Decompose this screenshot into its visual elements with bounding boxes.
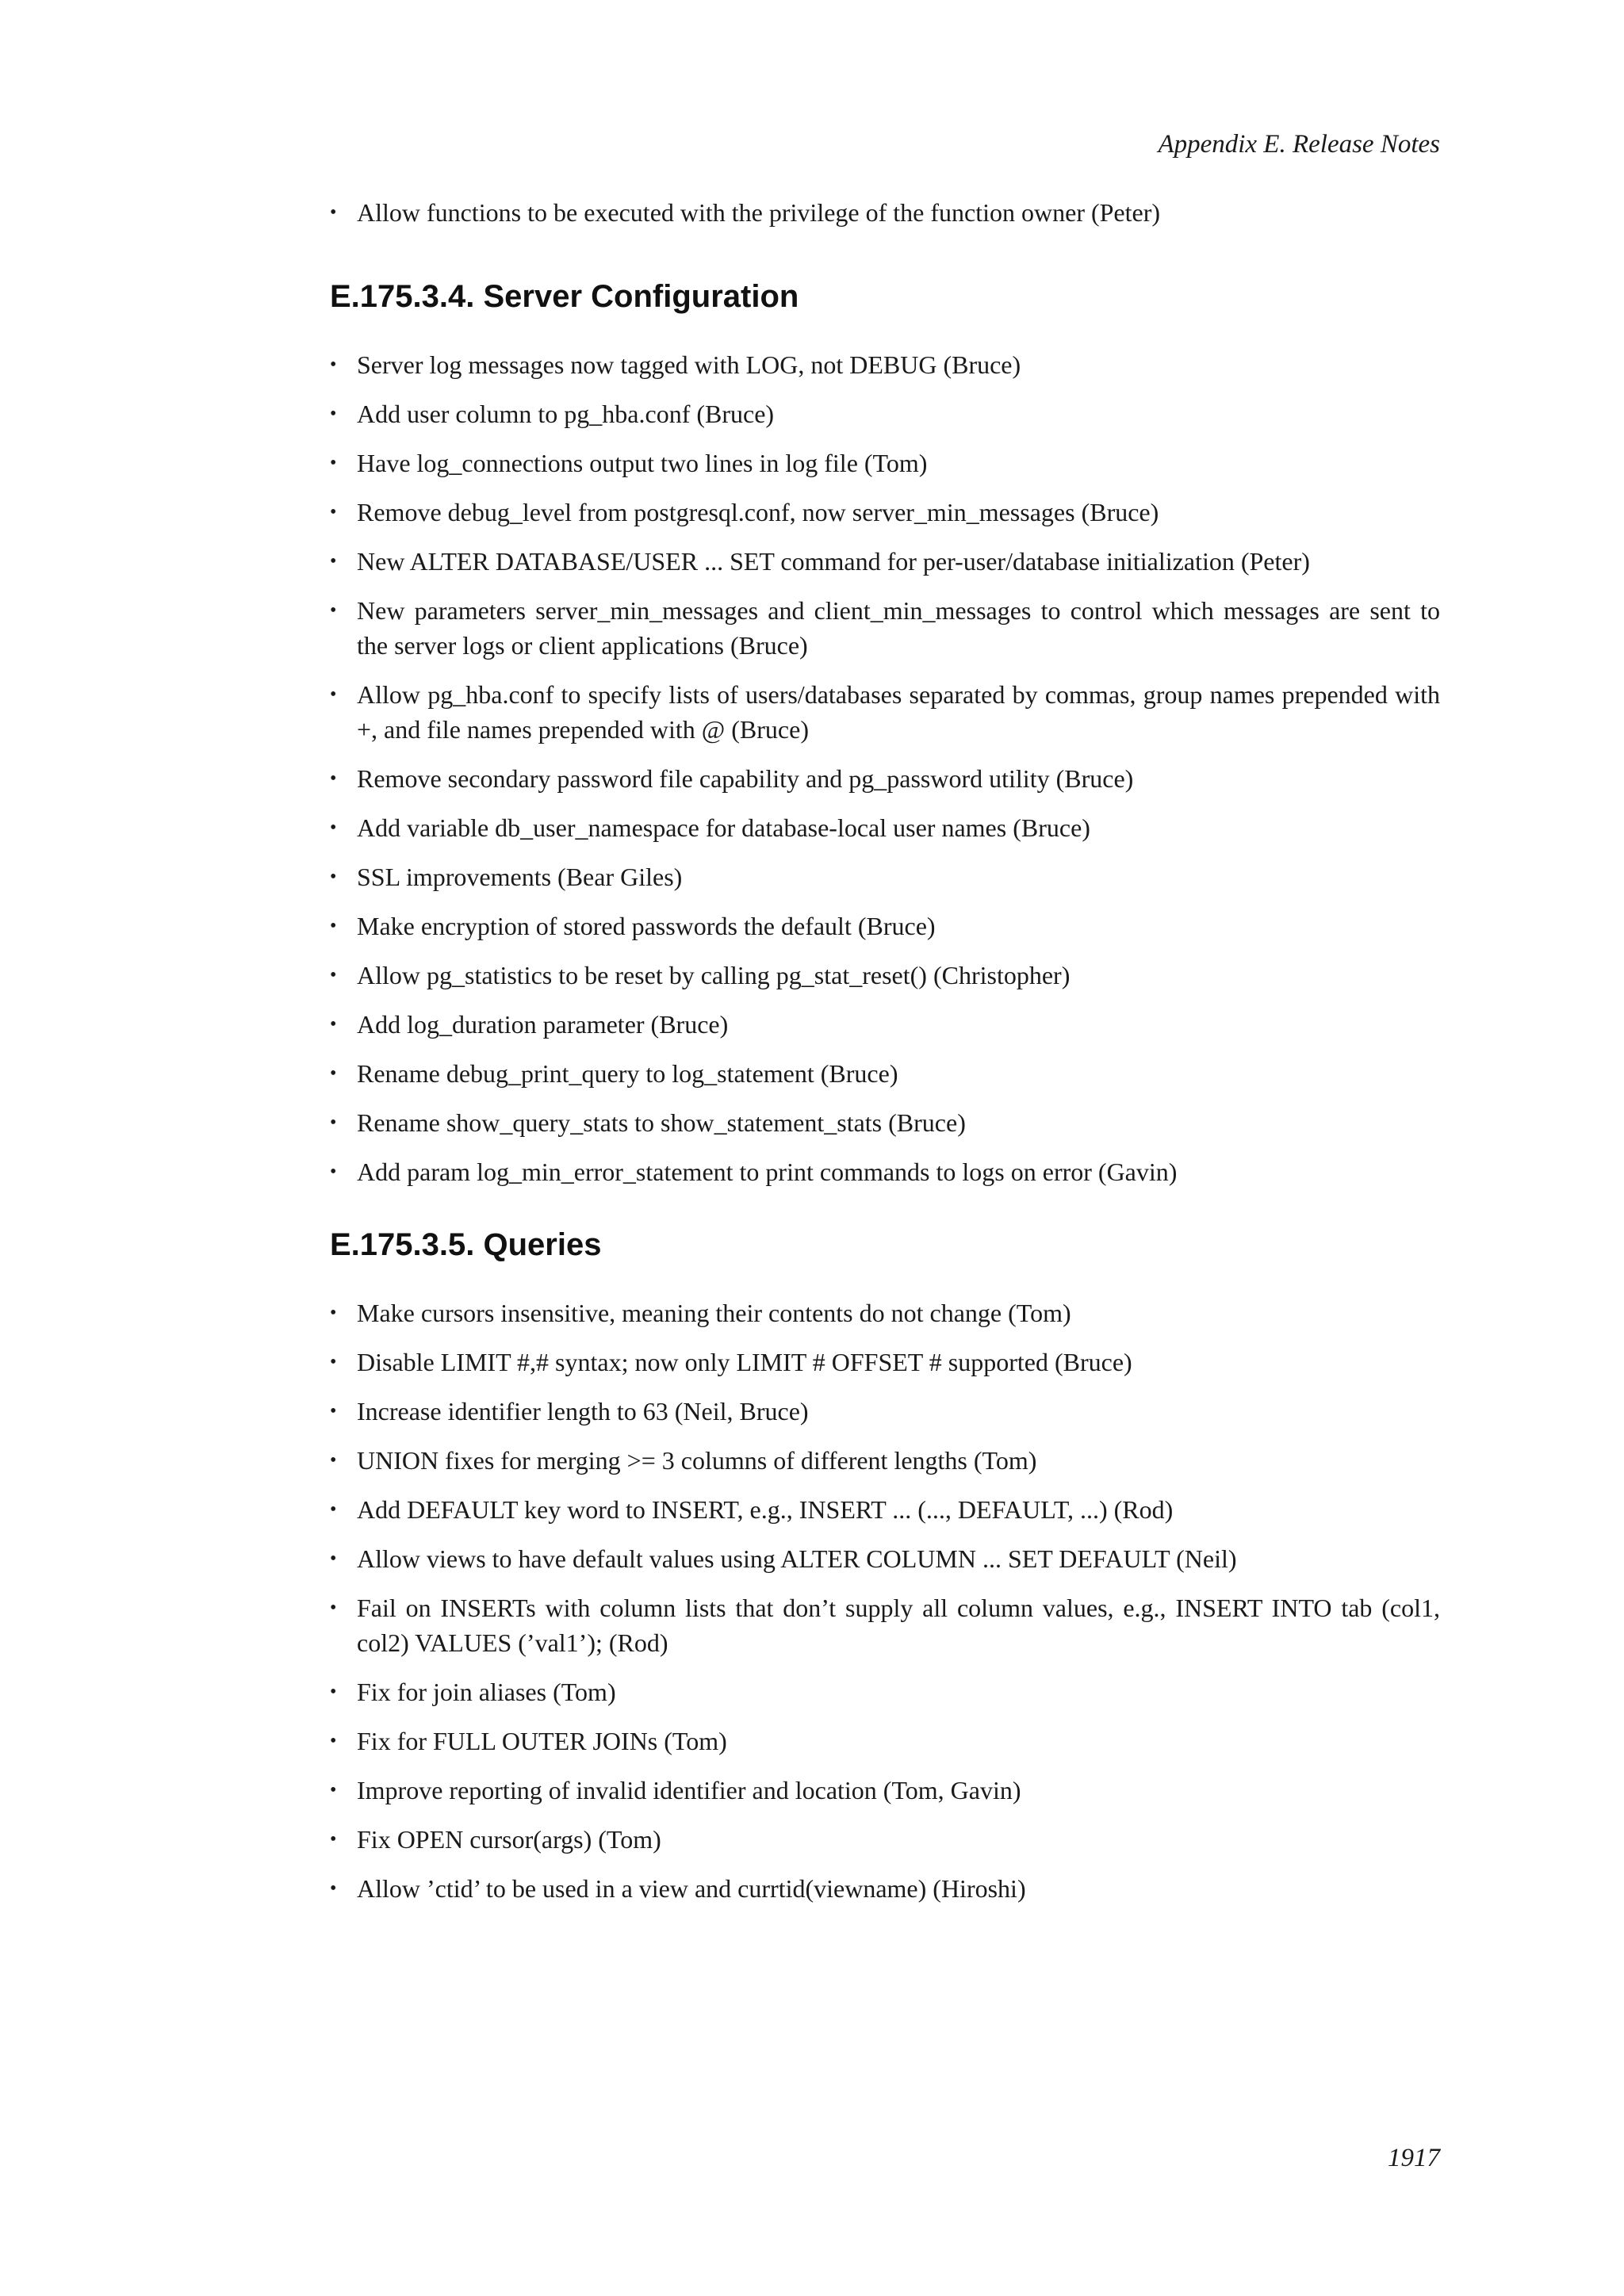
bullet-icon: • <box>330 1780 337 1800</box>
bullet-icon: • <box>330 1878 337 1899</box>
list-item: • Add DEFAULT key word to INSERT, e.g., INSERT ... (..., DEFAULT, ...) (Rod) <box>330 1492 1440 1527</box>
bullet-icon: • <box>330 354 337 375</box>
intro-list <box>330 195 1440 230</box>
list-item: • Allow ’ctid’ to be used in a view and currtid(viewname) (Hiroshi) <box>330 1871 1440 1906</box>
list-item: • Fix OPEN cursor(args) (Tom) <box>330 1822 1440 1857</box>
bullet-icon: • <box>330 1682 337 1702</box>
bullet-icon: • <box>330 551 337 572</box>
section-heading-server-configuration: E.175.3.4. Server Configuration <box>330 279 799 314</box>
list-item: • Remove debug_level from postgresql.conf, now server_min_messages (Bruce) <box>330 495 1440 530</box>
list-item: • Make cursors insensitive, meaning their contents do not change (Tom) <box>330 1295 1440 1330</box>
bullet-icon: • <box>330 867 337 887</box>
bullet-icon: • <box>330 817 337 838</box>
list-item: • Add user column to pg_hba.conf (Bruce) <box>330 396 1440 431</box>
list-item: • Fail on INSERTs with column lists that don’t supply all column values, e.g., INSERT INTO tab (col1, col2) VALUES (’val1’); (Rod) <box>330 1590 1440 1660</box>
list-item: • Allow views to have default values using ALTER COLUMN ... SET DEFAULT (Neil) <box>330 1541 1440 1576</box>
bullet-icon: • <box>330 1401 337 1422</box>
bullet-icon: • <box>330 1063 337 1084</box>
list-item: • Improve reporting of invalid identifier and location (Tom, Gavin) <box>330 1773 1440 1808</box>
list-item: • New parameters server_min_messages and client_min_messages to control which messages are sent to the server logs or client applications (Bruce) <box>330 593 1440 663</box>
bullet-icon: • <box>330 1112 337 1133</box>
bullet-icon: • <box>330 1548 337 1569</box>
list-item: • New ALTER DATABASE/USER ... SET command for per-user/database initialization (Peter) <box>330 544 1440 579</box>
list-item: • Allow pg_statistics to be reset by calling pg_stat_reset() (Christopher) <box>330 958 1440 993</box>
list-item: • Have log_connections output two lines in log file (Tom) <box>330 446 1440 480</box>
list-item: • Add log_duration parameter (Bruce) <box>330 1007 1440 1042</box>
list-item: • Add variable db_user_namespace for database-local user names (Bruce) <box>330 810 1440 845</box>
bullet-icon: • <box>330 1598 337 1618</box>
list-item: • Increase identifier length to 63 (Neil, Bruce) <box>330 1394 1440 1429</box>
list-item: • Rename show_query_stats to show_statement_stats (Bruce) <box>330 1105 1440 1140</box>
list-item: • Rename debug_print_query to log_statement (Bruce) <box>330 1056 1440 1091</box>
bullet-icon: • <box>330 502 337 522</box>
bullet-icon: • <box>330 684 337 705</box>
bullet-icon: • <box>330 1161 337 1182</box>
bullet-icon: • <box>330 916 337 936</box>
bullet-icon: • <box>330 1014 337 1035</box>
bullet-icon: • <box>330 768 337 789</box>
queries-list <box>330 1295 1440 1906</box>
bullet-icon: • <box>330 202 337 223</box>
bullet-icon: • <box>330 965 337 985</box>
list-item: • Fix for FULL OUTER JOINs (Tom) <box>330 1724 1440 1758</box>
list-item: • Fix for join aliases (Tom) <box>330 1674 1440 1709</box>
bullet-icon: • <box>330 1731 337 1751</box>
bullet-icon: • <box>330 453 337 473</box>
bullet-icon: • <box>330 1303 337 1323</box>
bullet-icon: • <box>330 1499 337 1520</box>
list-item: • Server log messages now tagged with LOG, not DEBUG (Bruce) <box>330 347 1440 382</box>
section-heading-queries: E.175.3.5. Queries <box>330 1227 602 1262</box>
list-item: • Add param log_min_error_statement to print commands to logs on error (Gavin) <box>330 1154 1440 1189</box>
server-configuration-list <box>330 347 1440 1189</box>
list-item: • Allow functions to be executed with the privilege of the function owner (Peter) <box>330 195 1440 230</box>
list-item: • UNION fixes for merging >= 3 columns of different lengths (Tom) <box>330 1443 1440 1478</box>
running-header: Appendix E. Release Notes <box>1158 130 1440 159</box>
bullet-icon: • <box>330 1450 337 1471</box>
page-number: 1917 <box>1388 2144 1440 2172</box>
bullet-icon: • <box>330 1352 337 1372</box>
page-content <box>330 195 1440 1920</box>
list-item: • Make encryption of stored passwords the default (Bruce) <box>330 909 1440 943</box>
list-item: • Disable LIMIT #,# syntax; now only LIMIT # OFFSET # supported (Bruce) <box>330 1345 1440 1380</box>
bullet-icon: • <box>330 600 337 621</box>
bullet-icon: • <box>330 1829 337 1850</box>
list-item: • Allow pg_hba.conf to specify lists of users/databases separated by commas, group names prepended with +, and file names prepended with @ (Bruce) <box>330 677 1440 747</box>
list-item: • SSL improvements (Bear Giles) <box>330 859 1440 894</box>
list-item: • Remove secondary password file capability and pg_password utility (Bruce) <box>330 761 1440 796</box>
bullet-icon: • <box>330 404 337 424</box>
